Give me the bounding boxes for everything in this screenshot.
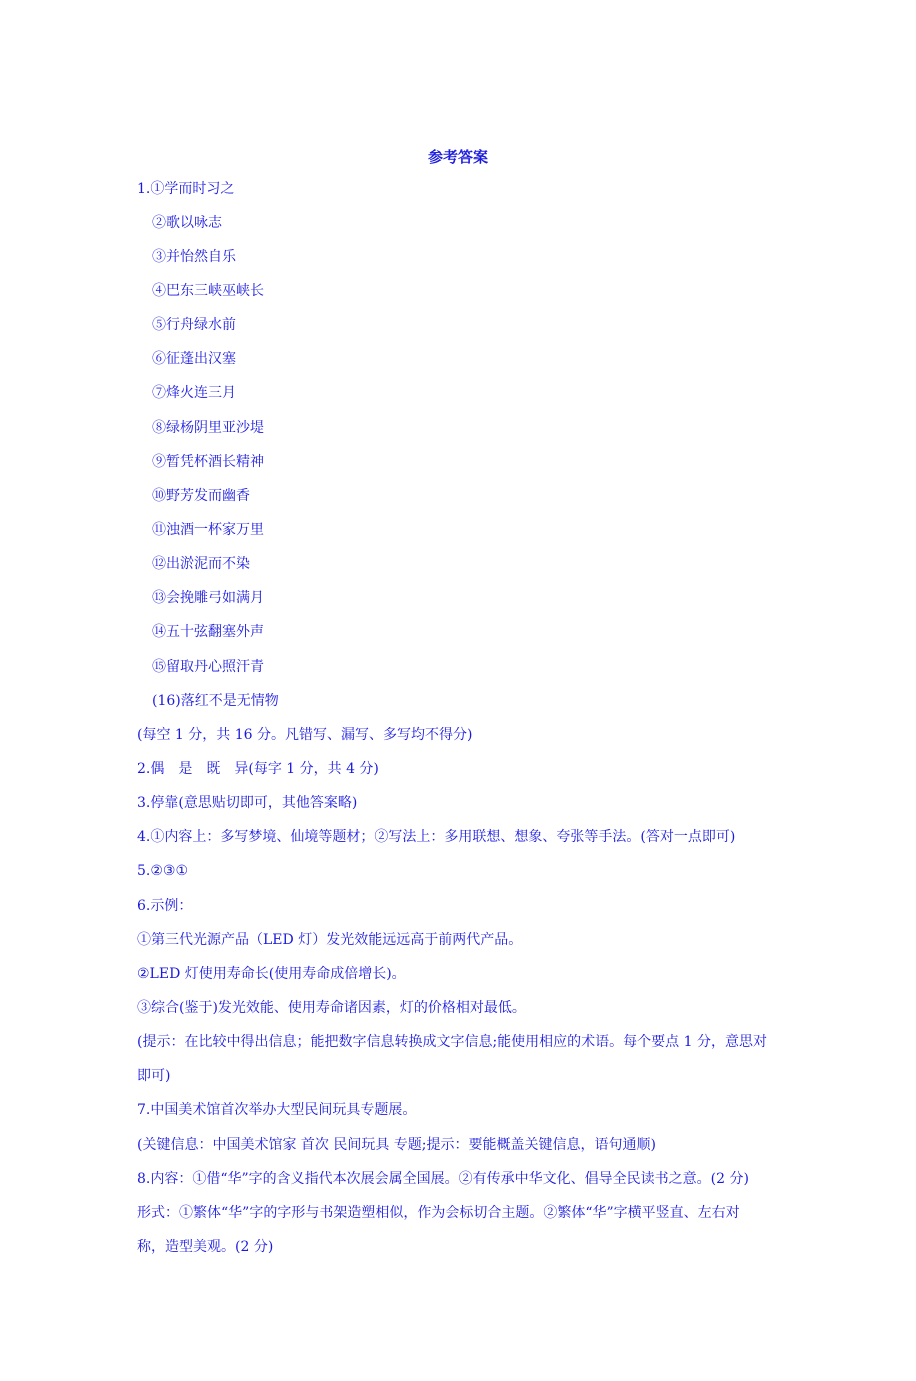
q8-form-line-2: 称，造型美观。(2 分) xyxy=(137,1239,274,1255)
q4-answer: 4.①内容上：多写梦境、仙境等题材；②写法上：多用联想、想象、夸张等手法。(答对一点即可) xyxy=(137,829,736,845)
q1-item-11: ⑪浊酒一杯家万里 xyxy=(152,522,264,538)
q6-heading: 6.示例： xyxy=(137,898,193,914)
q1-item-15: ⑮留取丹心照汗青 xyxy=(152,659,264,675)
q1-item-3: ③并怡然自乐 xyxy=(152,249,236,265)
q5-answer: 5.②③① xyxy=(137,863,189,879)
q1-item-16: (16)落红不是无情物 xyxy=(152,693,279,709)
q1-item-6: ⑥征蓬出汉塞 xyxy=(152,351,236,367)
q6-point-3: ③综合(鉴于)发光效能、使用寿命诸因素，灯的价格相对最低。 xyxy=(137,1000,526,1016)
q8-form-line-1: 形式：①繁体“华”字的字形与书架造塑相似，作为会标切合主题。②繁体“华”字横平竖直、左右对 xyxy=(137,1205,740,1221)
q2-answer: 2.偶 是 既 异(每字 1 分，共 4 分) xyxy=(137,761,379,777)
q1-item-14: ⑭五十弦翻塞外声 xyxy=(152,624,264,640)
q1-item-4: ④巴东三峡巫峡长 xyxy=(152,283,264,299)
q3-answer: 3.停靠(意思贴切即可，其他答案略) xyxy=(137,795,358,811)
q1-item-7: ⑦烽火连三月 xyxy=(152,385,236,401)
q6-point-2: ②LED 灯使用寿命长(使用寿命成倍增长)。 xyxy=(137,966,406,982)
q1-item-8: ⑧绿杨阴里亚沙堤 xyxy=(152,420,264,436)
q6-hint-line-1: (提示：在比较中得出信息；能把数字信息转换成文字信息;能使用相应的术语。每个要点 1 分，意思对 xyxy=(137,1034,767,1050)
page-title: 参考答案 xyxy=(427,148,488,166)
q1-item-12: ⑫出淤泥而不染 xyxy=(152,556,250,572)
q6-hint-line-2: 即可) xyxy=(137,1068,171,1084)
q1-item-10: ⑩野芳发而幽香 xyxy=(152,488,250,504)
q6-point-1: ①第三代光源产品（LED 灯）发光效能远远高于前两代产品。 xyxy=(137,932,523,948)
q1-scoring-note: (每空 1 分，共 16 分。凡错写、漏写、多写均不得分) xyxy=(137,727,473,743)
q8-content: 8.内容：①借“华”字的含义指代本次展会属全国展。②有传承中华文化、倡导全民读书之意。(2 分) xyxy=(137,1171,749,1187)
q1-item-5: ⑤行舟绿水前 xyxy=(152,317,236,333)
q7-answer: 7.中国美术馆首次举办大型民间玩具专题展。 xyxy=(137,1102,417,1118)
q1-first-answer: 1.①学而时习之 xyxy=(137,181,235,197)
q7-note: (关键信息：中国美术馆家 首次 民间玩具 专题;提示：要能概盖关键信息，语句通顺) xyxy=(137,1137,656,1153)
q1-item-2: ②歌以咏志 xyxy=(152,215,222,231)
q1-item-9: ⑨暂凭杯酒长精神 xyxy=(152,454,264,470)
q1-item-13: ⑬会挽雕弓如满月 xyxy=(152,590,264,606)
